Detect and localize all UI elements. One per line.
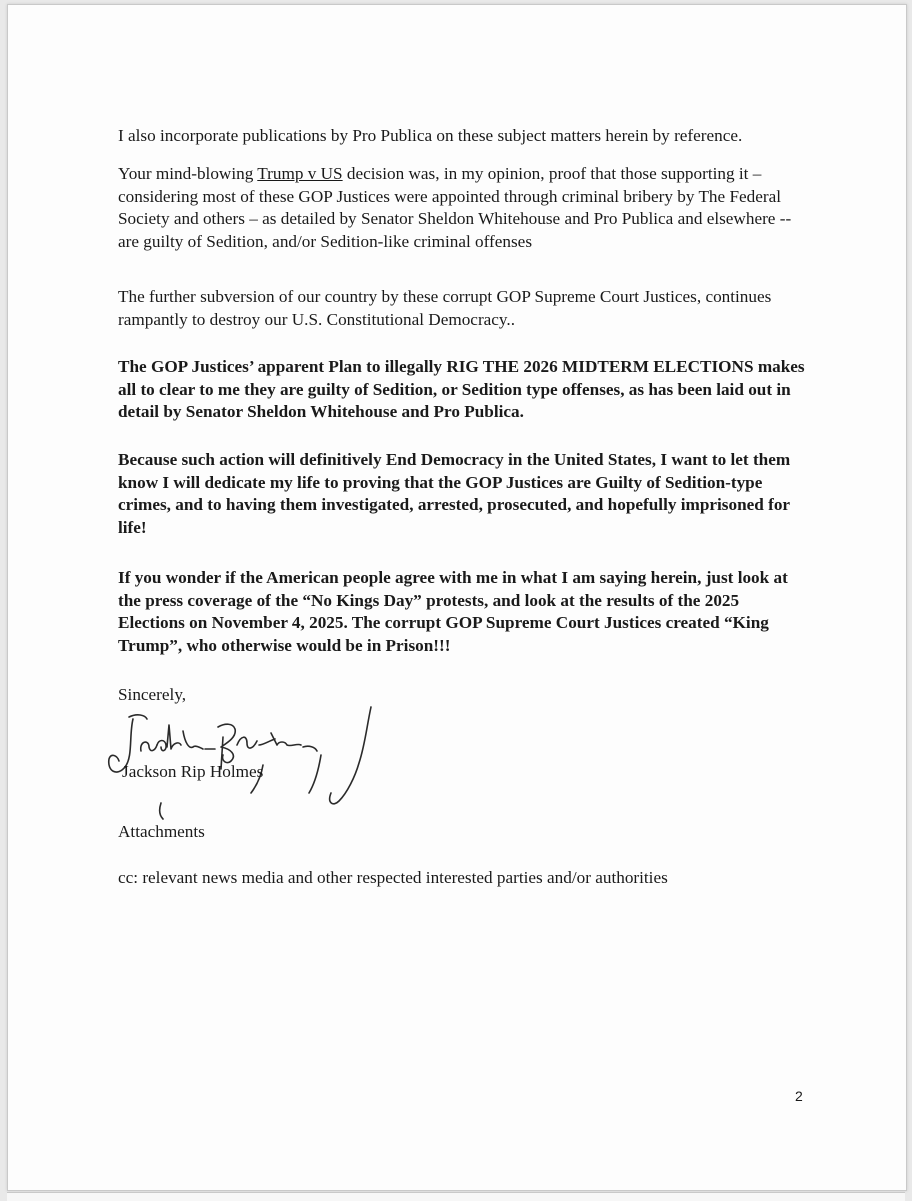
closing-sincerely: Sincerely, xyxy=(118,685,187,704)
page-number: 2 xyxy=(795,1088,803,1104)
cc-line: cc: relevant news media and other respected interested parties and/or authorities xyxy=(118,868,668,887)
attachments-label: Attachments xyxy=(118,822,205,841)
paragraph-pro-publica: I also incorporate publications by Pro Publica on these subject matters herein by reference. xyxy=(118,126,743,145)
document-page xyxy=(7,4,907,1191)
paragraph-trump-v-us-before: Your mind-blowing xyxy=(118,164,258,183)
paragraph-trump-v-us-after: decision was, in my opinion, proof that those supporting it – considering most of these GOP Justices were appointed through criminal bribery by The Federal Society and others – as detailed by Senator Sheldon Whitehouse and Pro Publica and elsewhere --are guilty of Sedition, and/or Sedition-like criminal offenses xyxy=(118,164,792,251)
paragraph-subversion: The further subversion of our country by these corrupt GOP Supreme Court Justices, continues rampantly to destroy our U.S. Constitutional Democracy.. xyxy=(118,287,772,329)
case-name-underlined: Trump v US xyxy=(257,164,343,183)
signer-name: Jackson Rip Holmes xyxy=(122,762,264,781)
paragraph-trump-v-us xyxy=(118,163,808,253)
paragraph-midterm-elections: The GOP Justices’ apparent Plan to illegally RIG THE 2026 MIDTERM ELECTIONS makes all to clear to me they are guilty of Sedition, or Sedition type offenses, as has been laid out in detail by Senator Sheldon Whitehouse and Pro Publica. xyxy=(118,357,805,421)
paragraph-end-democracy: Because such action will definitively End Democracy in the United States, I want to let them know I will dedicate my life to proving that the GOP Justices are Guilty of Sedition-type crimes, and to having them investigated, arrested, prosecuted, and hopefully imprisoned for life! xyxy=(118,450,791,537)
paragraph-no-kings-day: If you wonder if the American people agree with me in what I am saying herein, just look at the press coverage of the “No Kings Day” protests, and look at the results of the 2025 Elections on November 4, 2025. The corrupt GOP Supreme Court Justices created “King Trump”, who otherwise would be in Prison!!! xyxy=(118,568,788,655)
